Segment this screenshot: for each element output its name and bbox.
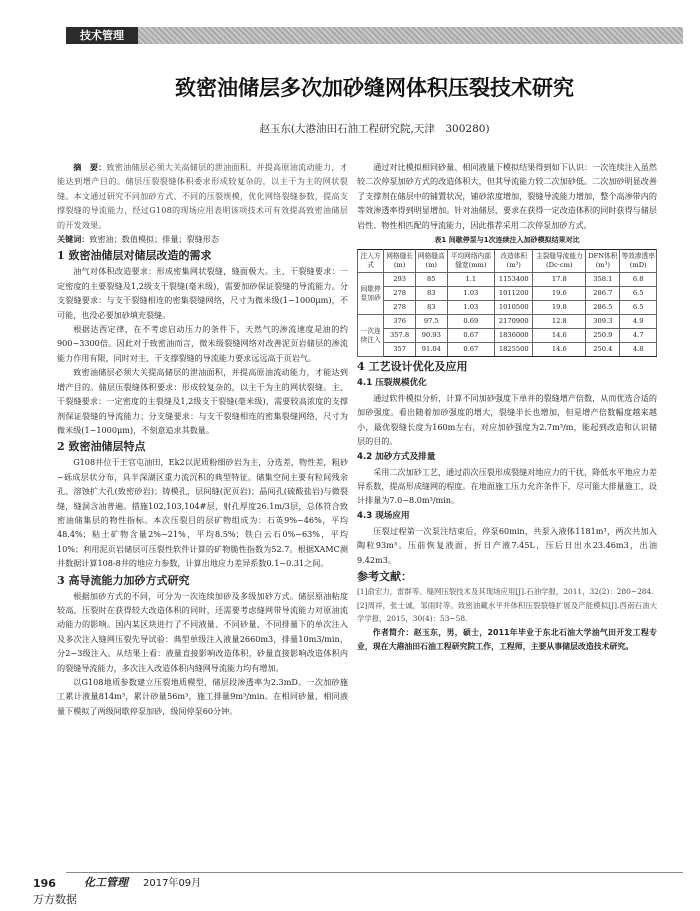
table-cell: 357	[384, 343, 416, 357]
table-cell: 293	[384, 273, 416, 287]
keywords	[57, 232, 348, 246]
heading-section-1: 1 致密油储层对储层改造的需求	[57, 249, 212, 263]
table-cell: 2170900	[495, 315, 533, 329]
table-cell: 97.5	[415, 315, 447, 329]
table-row	[358, 343, 657, 357]
heading-section-4: 4 工艺设计优化及应用	[357, 360, 468, 374]
paragraph: 致密油储层必须大关提高储层的泄油面积，并提高原油流动能力，才能达到增产目的。储层压裂缝体积要求：形成较复杂的，以主干为主的网状裂缝。主、干裂缝要求：一定密度的主裂缝及1,2级支干裂缝(毫米级)，需要较高浓度的支撑剂保证裂缝的导流能力；分支缝要求：与支干裂缝相连的密集裂缝网络，尺寸为微米级(1~1000μm)，不刻意追求其数量。	[57, 367, 348, 435]
magazine-name: 化工管理	[84, 876, 128, 889]
page-number: 196	[33, 877, 56, 890]
table-header-cell: 平均网络内部缝宽(mm)	[447, 250, 494, 273]
table-cell: 1010500	[495, 301, 533, 315]
table-cell: 358.1	[586, 273, 620, 287]
heading-section-3: 3 高导流能力加砂方式研究	[57, 573, 190, 587]
paragraph: 油气对体积改造要求：形成密集网状裂缝，缝面极大。主、干裂缝要求：一定密度的主要裂缝及1,2级支干裂缝(毫米级)，需要加砂保证裂缝的导流能力。分支裂缝要求：与支干裂缝相连的密集裂缝网络，尺寸为微米级(1~1000μm)，不可能，也没必要加砂填充裂缝。	[57, 266, 348, 320]
table-cell: 19.8	[533, 301, 586, 315]
table-cell: 85	[415, 273, 447, 287]
table-cell: 4.8	[620, 343, 657, 357]
table-cell: 278	[384, 287, 416, 301]
table-row	[358, 287, 657, 301]
keywords-text: 致密油；数值模拟；排量；裂缝形态	[89, 234, 219, 245]
issue-date: 2017年09月	[143, 878, 202, 889]
reference-item: [2]周祥，张士诚，邹雨时等。致密油藏水平井体积压裂裂缝扩展及产能模拟[J].西南石油大学学报，2015，30(4)：53~58.	[357, 600, 657, 624]
table-cell: 1.1	[447, 273, 494, 287]
left-column	[57, 160, 348, 718]
paragraph: G108井位于王官屯油田，Ek2以泥质粉细砂岩为主，分选差，物性差，粗砂~砾成层状分布，具半深湖区重力流沉积的典型特征。储集空间主要有粒间残余孔、溶蚀扩大孔(致密砂岩)；铸模孔，层间缝(泥页岩)；晶间孔(硫酸盐岩)与微裂缝，缝洞含油普遍。措施102,103,104#层，射孔厚度26.1m/3层，总体符合致密油储集层的物性指标。本次压裂目的层矿物组成为：石英9%~46%，平均48.4%；粘土矿物含量2%~21%，平均8.5%；铁白云石0%~63%，平均10%；利用泥页岩储层可压裂性软件计算的矿物脆性指数为52.7。根据XAMC测井数据计算108-8井的地应力参数，计算出地应力差异系数0.1~0.31之间。	[57, 457, 348, 569]
table-cell: 278	[384, 301, 416, 315]
table-header-cell: 等效渗透率(mD)	[620, 250, 657, 273]
table-cell: 286.5	[586, 301, 620, 315]
abstract-label: 摘 要：	[73, 162, 107, 172]
table-cell: 14.6	[533, 343, 586, 357]
paragraph: 采用二次加砂工艺，通过前次压裂形成裂缝对地应力的干扰，降低水平地应力差异系数，提高形成缝网的程度。在地面施工压力允许条件下，尽可能大排量施工，设计排量为7.0~8.0m³/min。	[357, 466, 657, 506]
table-cell: 1836000	[495, 329, 533, 343]
table-cell: 309.3	[586, 315, 620, 329]
table-cell: 250.4	[586, 343, 620, 357]
table-row	[358, 315, 657, 329]
paragraph: 根据加砂方式的不同，可分为一次连续加砂及多级加砂方式。储层原油粘度较高，压裂时在获得较大改造体积的同时，还需要考虑缝网带导流能力对原油流动能力的影响。国内某区块进行了不同液量、不同砂量、不同排量下的单次注入及多次注入缝网压裂先导试验：典型单级注入液量2660m3，排量10m3/min，分2~3级注入。从结果上看：液量直接影响改造体积，砂量直接影响改造体积内的裂缝导流能力，多次注入改造体积内缝网导流能力均有增加。	[57, 590, 348, 673]
abstract-text: 致密油储层必须大关高储层的泄油面积、并提高原油流动能力，才能达到增产目的。储层压裂裂缝体积委求形成较复杂的，以主干为主的网状裂缝。本文通过研究不同加砂方式、不同的压裂规模，优化网络裂缝参数，提高支撑裂缝的导流能力，经过G108的现场应用表明该项技术可有效提高致密油储层的开发效果。	[57, 162, 348, 230]
group-cell: 间歇停泵加砂	[358, 273, 384, 315]
database-brand: 万方数据	[33, 893, 77, 906]
table-header-cell: 注入方式	[358, 250, 384, 273]
group-cell: 一次连续注入	[358, 315, 384, 357]
keywords-label: 关键词：	[57, 234, 90, 245]
table-cell: 83	[415, 301, 447, 315]
table-cell: 4.7	[620, 329, 657, 343]
heading-4-2: 4.2 加砂方式及排量	[357, 451, 436, 462]
table-cell: 14.6	[533, 329, 586, 343]
table-row	[358, 273, 657, 287]
table-cell: 6.5	[620, 287, 657, 301]
table-cell: 17.8	[533, 273, 586, 287]
table-cell: 83	[415, 287, 447, 301]
table-cell: 1825500	[495, 343, 533, 357]
table-cell: 250.9	[586, 329, 620, 343]
table-header-cell: DFN体积(m³)	[586, 250, 620, 273]
paragraph: 以G108地质参数建立压裂地质模型，储层段渗透率为2.3mD。一次加砂施工累计液量814m³，累计砂量56m³，施工排量9m³/min。在相同砂量、相同液量下模拟了两级间歇停泵加砂，级间停泵60分钟。	[57, 677, 348, 716]
table-cell: 1.03	[447, 301, 494, 315]
page-footer	[0, 870, 700, 911]
table-header-cell: 改造体积(m³)	[495, 250, 533, 273]
heading-4-1: 4.1 压裂规模优化	[357, 378, 427, 389]
table-row	[358, 329, 657, 343]
table-cell: 6.8	[620, 273, 657, 287]
paragraph: 通过对比模拟相同砂量、相同液量下模拟结果得到如下认识：一次连续注入虽然较二次停泵加砂方式的改造体积大，但其导流能力较二次加砂低。二次加砂明显改善了支撑剂在储层中的铺置状况，铺砂浓度增加，裂缝导流能力增加，整个高渗带内的等效渗透率得到明显增加。针对油储层，要求在获得一定改造体积的同时获得与储层岩性、物性相匹配的导流能力，因此推荐采用二次停泵加砂方式。	[357, 162, 657, 230]
footer-rule	[66, 872, 683, 873]
results-table	[357, 249, 657, 357]
table-cell: 91.04	[415, 343, 447, 357]
references-heading: 参考文献：	[357, 570, 412, 584]
table-header-row	[358, 250, 657, 273]
table-cell: 12.8	[533, 315, 586, 329]
heading-section-2: 2 致密油储层特点	[57, 440, 146, 454]
table-cell: 90.93	[415, 329, 447, 343]
article-title: 致密油储层多次加砂缝网体积压裂技术研究	[175, 76, 574, 100]
table-cell: 4.9	[620, 315, 657, 329]
table-cell: 6.5	[620, 301, 657, 315]
abstract	[57, 160, 348, 232]
section-tag: 技术管理	[66, 27, 138, 44]
table-caption: 表1 间歇停泵与1次连续注入加砂模拟结果对比	[434, 236, 580, 245]
section-header-bar	[66, 27, 683, 44]
table-cell: 1153400	[495, 273, 533, 287]
paragraph: 根据达西定律，在不考虑启动压力的条件下，天然气的渗流速度是油的约900~3300倍。因此对于致密油而言，微米级裂缝网络对改善泥页岩储层的渗流能力作用有限，同时对主、干支撑裂缝的导流能力要求远远高于页岩气。	[57, 324, 348, 363]
heading-4-3: 4.3 现场应用	[357, 510, 410, 521]
table-cell: 0.67	[447, 329, 494, 343]
right-column	[357, 160, 657, 654]
table-header-cell: 网格缝高(m)	[415, 250, 447, 273]
table-cell: 286.7	[586, 287, 620, 301]
table-cell: 0.67	[447, 343, 494, 357]
table-cell: 0.69	[447, 315, 494, 329]
table-row	[358, 301, 657, 315]
table-header-cell: 网格缝长(m)	[384, 250, 416, 273]
paragraph: 通过软件模拟分析，计算不同加砂强度下单井的裂缝增产倍数，从而优选合适的加砂强度。看出随着加砂强度的增大，裂缝半长也增加，但是增产倍数幅度越来越小，最优裂缝长度为160m左右，对应加砂强度为2.7m³/m，能起到改造和认识储层的目的。	[357, 393, 657, 447]
table-cell: 357.8	[384, 329, 416, 343]
author-line: 赵玉东(大港油田石油工程研究院,天津 300280)	[259, 123, 490, 135]
table-cell: 1011200	[495, 287, 533, 301]
paragraph: 压裂过程第一次泵注结束后，停泵60min，共泵入液体1181m³，两次共加入陶粒93m³。压前恢复液面，折日产液7.45L，压后日出水23.46m3，出油9.42m3。	[357, 525, 657, 565]
table-cell: 376	[384, 315, 416, 329]
table-cell: 1.03	[447, 287, 494, 301]
table-header-cell: 主裂缝导流能力(Dc·cm)	[533, 250, 586, 273]
author-bio: 作者简介：赵玉东，男，硕士，2011年毕业于东北石油大学油气田开发工程专业，现在大港油田石油工程研究院工作，工程师，主要从事储层改造技术研究。	[357, 627, 657, 651]
table-cell: 19.6	[533, 287, 586, 301]
reference-item: [1]俞宏力，雷群等。缝网压裂技术及其现场应用[J].石油学报，2011，32(2)：280~284.	[357, 587, 654, 597]
